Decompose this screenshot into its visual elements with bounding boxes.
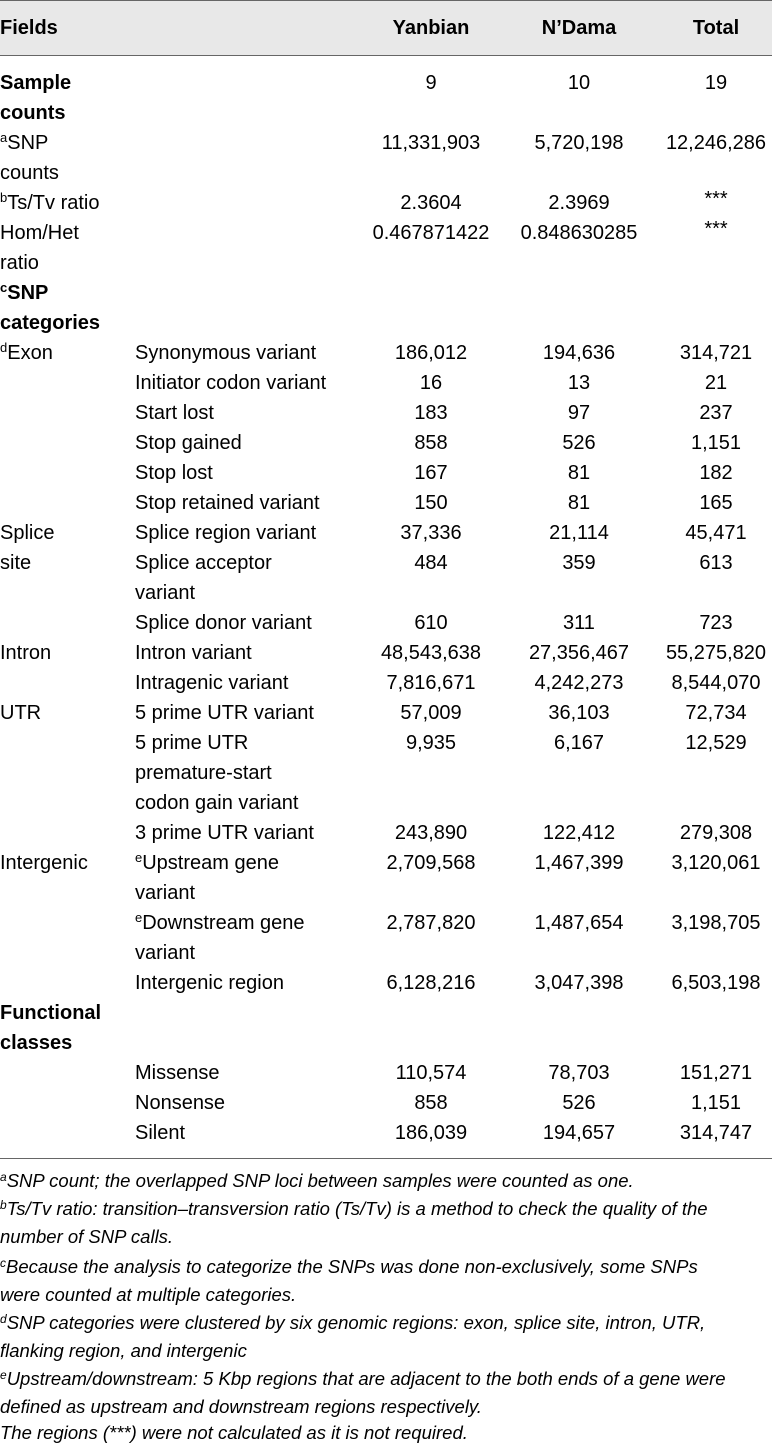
exon-row-ndama: 194,636 [542, 342, 616, 364]
intergenic-region-yanbian: 6,128,216 [386, 972, 476, 994]
snp-counts-label-2: counts [0, 162, 59, 184]
exon-row-name: Start lost [135, 402, 214, 424]
functional-row-name: Missense [135, 1062, 220, 1084]
functional-row-name: Nonsense [135, 1092, 226, 1114]
splice-acceptor-name-1: Splice acceptor [135, 552, 272, 574]
footnote-c-cont: were counted at multiple categories. [0, 1284, 297, 1305]
sample-counts-label-2: counts [0, 102, 66, 124]
intragenic-variant-total: 8,544,070 [671, 672, 761, 694]
utr3-variant-ndama: 122,412 [542, 822, 616, 844]
functional-row-yanbian: 186,039 [394, 1122, 468, 1144]
upstream-yanbian: 2,709,568 [386, 852, 476, 874]
exon-row-ndama: 81 [567, 492, 591, 514]
splice-acceptor-total: 613 [699, 552, 733, 574]
downstream-ndama: 1,487,654 [534, 912, 624, 934]
snp-counts-total: 12,246,286 [665, 132, 767, 154]
footnote-marker-d: d [0, 340, 8, 355]
homhet-label-1: Hom/Het [0, 222, 79, 244]
splice-acceptor-name-2: variant [135, 582, 196, 604]
utr5-premature-name-3: codon gain variant [135, 792, 299, 814]
exon-row-total: 1,151 [690, 432, 742, 454]
functional-row-total: 314,747 [679, 1122, 753, 1144]
header-yanbian: Yanbian [392, 17, 470, 39]
tstv-yanbian: 2.3604 [400, 192, 462, 214]
exon-row-yanbian: 183 [414, 402, 448, 424]
header-fields: Fields [0, 17, 58, 39]
utr5-variant-yanbian: 57,009 [400, 702, 462, 724]
header-rule [0, 55, 772, 56]
snp-counts-yanbian: 11,331,903 [381, 132, 481, 154]
utr3-variant-total: 279,308 [679, 822, 753, 844]
sample-counts-total: 19 [704, 72, 728, 94]
footnote-marker-b: b [0, 190, 8, 205]
intergenic-region-ndama: 3,047,398 [534, 972, 624, 994]
downstream-name-2: variant [135, 942, 196, 964]
footnote-marker-c: c [0, 280, 8, 295]
footnote-marker-e: e [135, 850, 143, 865]
footnote-e: $^e$Upstream/downstream: 5 Kbp regions that are adjacent to the both ends of a gene were [0, 1368, 726, 1389]
functional-classes-label-1: Functional [0, 1002, 102, 1024]
exon-row-total: 237 [699, 402, 733, 424]
splice-region-ndama: 21,114 [549, 522, 609, 544]
bottom-rule [0, 1158, 772, 1159]
top-rule [0, 0, 772, 1]
intron-variant-ndama: 27,356,467 [528, 642, 630, 664]
intragenic-variant-yanbian: 7,816,671 [386, 672, 476, 694]
header-total: Total [692, 17, 740, 39]
footnote-regions: The regions (***) were not calculated as it is not required. [0, 1422, 468, 1443]
exon-row-total: 182 [699, 462, 733, 484]
footnote-b: $^b$Ts/Tv ratio: transition–transversion ratio (Ts/Tv) is a method to check the quality of the [0, 1198, 708, 1219]
utr5-variant-name: 5 prime UTR variant [135, 702, 314, 724]
intron-variant-yanbian: 48,543,638 [380, 642, 482, 664]
splice-acceptor-ndama: 359 [562, 552, 596, 574]
functional-row-ndama: 78,703 [548, 1062, 610, 1084]
exon-row-yanbian: 858 [414, 432, 448, 454]
functional-classes-label-2: classes [0, 1032, 73, 1054]
exon-row-total: 21 [704, 372, 728, 394]
footnote-e-cont: defined as upstream and downstream regions respectively. [0, 1396, 482, 1417]
tstv-total: *** [704, 188, 728, 210]
upstream-ndama: 1,467,399 [534, 852, 624, 874]
homhet-label-2: ratio [0, 252, 39, 274]
exon-row-ndama: 526 [562, 432, 596, 454]
intergenic-region-name: Intergenic region [135, 972, 284, 994]
utr3-variant-name: 3 prime UTR variant [135, 822, 314, 844]
exon-row-name: Initiator codon variant [135, 372, 327, 394]
intergenic-label: Intergenic [0, 852, 88, 874]
exon-row-name: Stop gained [135, 432, 242, 454]
utr5-premature-ndama: 6,167 [553, 732, 605, 754]
functional-row-ndama: 194,657 [542, 1122, 616, 1144]
downstream-name-1: $^e$Downstream gene [135, 910, 305, 934]
footnote-a: $^a$SNP count; the overlapped SNP loci between samples were counted as one. [0, 1170, 634, 1191]
utr5-variant-total: 72,734 [685, 702, 747, 724]
snp-categories-label-2: categories [0, 312, 101, 334]
exon-row-ndama: 13 [567, 372, 591, 394]
homhet-total: *** [704, 218, 728, 240]
upstream-name-1: $^e$Upstream gene [135, 850, 279, 874]
utr5-premature-total: 12,529 [685, 732, 747, 754]
utr5-variant-ndama: 36,103 [548, 702, 610, 724]
exon-row-name: Synonymous variant [135, 342, 317, 364]
exon-row-ndama: 97 [567, 402, 591, 424]
utr-label: UTR [0, 702, 42, 724]
functional-row-yanbian: 858 [414, 1092, 448, 1114]
splice-donor-yanbian: 610 [414, 612, 448, 634]
intragenic-variant-name: Intragenic variant [135, 672, 289, 694]
snp-categories-label-1: $^c$SNP [0, 280, 49, 304]
splice-region-total: 45,471 [685, 522, 747, 544]
header-ndama: N’Dama [541, 17, 617, 39]
footnote-d: $^d$SNP categories were clustered by six genomic regions: exon, splice site, intron, UTR, [0, 1312, 706, 1333]
functional-row-yanbian: 110,574 [395, 1062, 467, 1084]
functional-row-total: 1,151 [690, 1092, 742, 1114]
functional-row-total: 151,271 [679, 1062, 753, 1084]
exon-row-name: Stop retained variant [135, 492, 320, 514]
downstream-yanbian: 2,787,820 [386, 912, 476, 934]
exon-row-total: 165 [699, 492, 733, 514]
footnote-c: $^c$Because the analysis to categorize the SNPs was done non-exclusively, some SNPs [0, 1256, 698, 1277]
exon-row-yanbian: 186,012 [394, 342, 468, 364]
homhet-yanbian: 0.467871422 [372, 222, 490, 244]
exon-row-yanbian: 150 [414, 492, 448, 514]
utr5-premature-yanbian: 9,935 [405, 732, 457, 754]
sample-counts-ndama: 10 [567, 72, 591, 94]
exon-row-ndama: 81 [567, 462, 591, 484]
exon-label: $^d$Exon [0, 340, 53, 364]
tstv-ndama: 2.3969 [548, 192, 610, 214]
splice-acceptor-yanbian: 484 [414, 552, 448, 574]
utr5-premature-name-1: 5 prime UTR [135, 732, 249, 754]
splice-donor-ndama: 311 [563, 612, 595, 634]
sample-counts-yanbian: 9 [425, 72, 437, 94]
intragenic-variant-ndama: 4,242,273 [534, 672, 624, 694]
splice-label-1: Splice [0, 522, 55, 544]
footnote-d-cont: flanking region, and intergenic [0, 1340, 247, 1361]
splice-donor-total: 723 [699, 612, 733, 634]
splice-label-2: site [0, 552, 32, 574]
downstream-total: 3,198,705 [671, 912, 761, 934]
functional-row-name: Silent [135, 1122, 186, 1144]
exon-row-total: 314,721 [679, 342, 753, 364]
intron-variant-total: 55,275,820 [665, 642, 767, 664]
intron-label: Intron [0, 642, 52, 664]
exon-row-name: Stop lost [135, 462, 213, 484]
footnote-marker-e: e [135, 910, 143, 925]
intergenic-region-total: 6,503,198 [671, 972, 761, 994]
exon-row-yanbian: 16 [419, 372, 443, 394]
upstream-total: 3,120,061 [671, 852, 761, 874]
splice-region-yanbian: 37,336 [400, 522, 462, 544]
footnote-marker-a: a [0, 130, 8, 145]
splice-donor-name: Splice donor variant [135, 612, 312, 634]
utr3-variant-yanbian: 243,890 [394, 822, 468, 844]
exon-row-yanbian: 167 [414, 462, 448, 484]
upstream-name-2: variant [135, 882, 196, 904]
snp-counts-ndama: 5,720,198 [534, 132, 624, 154]
sample-counts-label-1: Sample [0, 72, 72, 94]
footnote-b-cont: number of SNP calls. [0, 1226, 174, 1247]
splice-region-name: Splice region variant [135, 522, 317, 544]
homhet-ndama: 0.848630285 [520, 222, 638, 244]
tstv-label: $^b$Ts/Tv ratio [0, 190, 100, 214]
functional-row-ndama: 526 [562, 1092, 596, 1114]
snp-counts-label-1: $^a$SNP [0, 130, 49, 154]
utr5-premature-name-2: premature-start [135, 762, 272, 784]
intron-variant-name: Intron variant [135, 642, 252, 664]
